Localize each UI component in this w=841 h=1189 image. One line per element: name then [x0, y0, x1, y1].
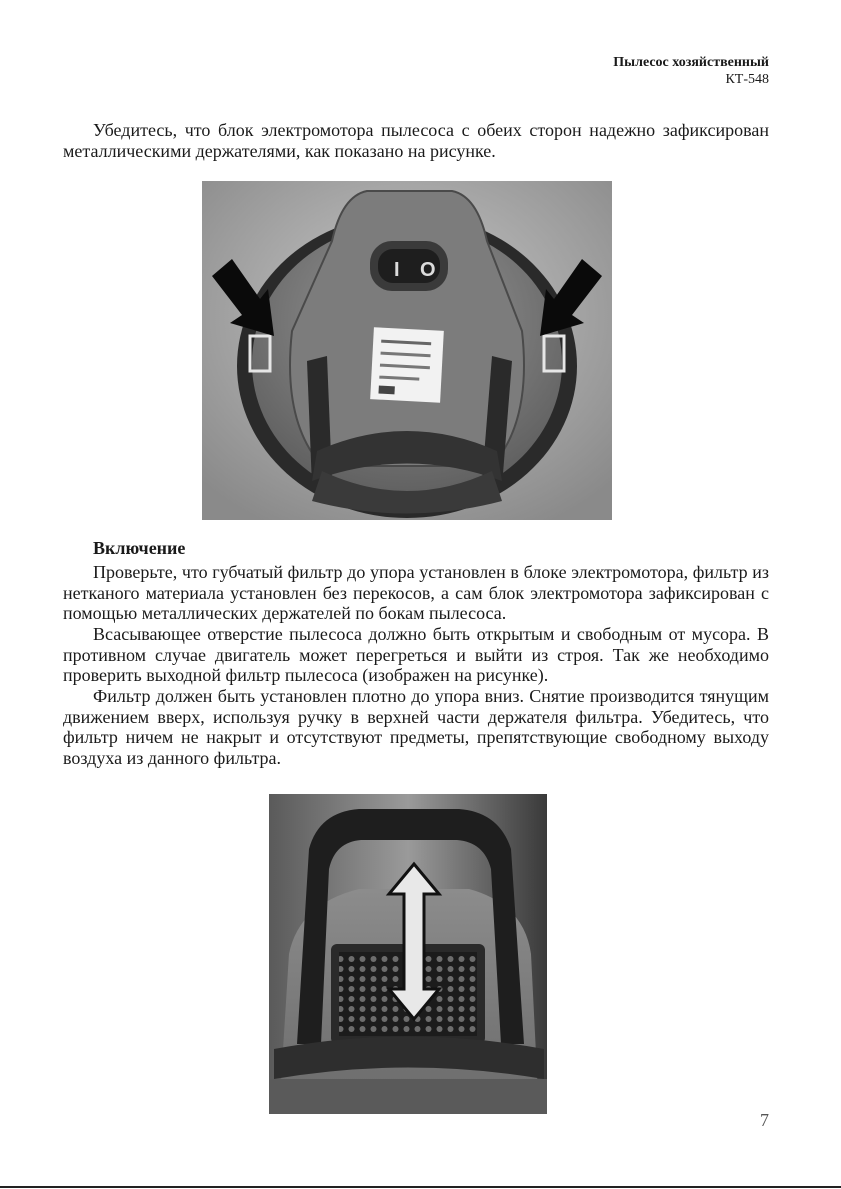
paragraph-2: Всасывающее отверстие пылесоса должно быть открытым и свободным от мусора. В противном случае двигатель может перегреться и выйти из строя. Так же необходимо проверить выходной фильтр пылесоса (изображен на рисунке).	[63, 624, 769, 685]
switch-off-label: O	[420, 259, 436, 281]
section-heading: Включение	[93, 538, 186, 558]
page-number: 7	[760, 1110, 769, 1130]
bottom-rule	[0, 1186, 841, 1188]
page-header	[613, 54, 769, 88]
outlet-filter-photo	[269, 794, 547, 1114]
paragraph-1: Проверьте, что губчатый фильтр до упора установлен в блоке электромотора, фильтр из нетканого материала установлен без перекосов, а сам блок электромотора зафиксирован с помощью металлических держателей по бокам пылесоса.	[63, 562, 769, 623]
paragraph-3: Фильтр должен быть установлен плотно до упора вниз. Снятие производится тянущим движением вверх, используя ручку в верхней части держателя фильтра. Убедитесь, что фильтр ничем не накрыт и отсутствуют предметы, препятствующие свободному выходу воздуха из данного фильтра.	[63, 686, 769, 768]
intro-paragraph: Убедитесь, что блок электромотора пылесоса с обеих сторон надежно зафиксирован металлическими держателями, как показано на рисунке.	[63, 120, 769, 161]
product-title: Пылесос хозяйственный	[613, 55, 769, 70]
motor-unit-photo	[202, 181, 612, 520]
switch-on-label: I	[394, 259, 400, 281]
product-model: КТ-548	[725, 72, 769, 87]
